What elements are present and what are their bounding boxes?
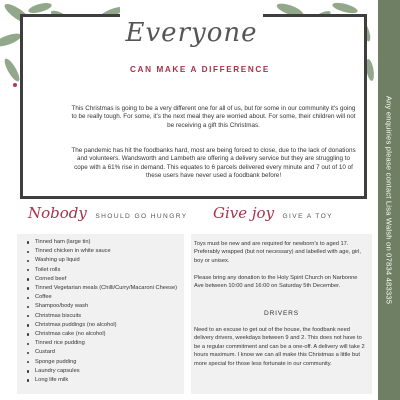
list-item: Washing up liquid xyxy=(27,256,177,265)
list-item: Toilet rolls xyxy=(27,266,177,275)
page-subtitle: CAN MAKE A DIFFERENCE xyxy=(130,65,270,74)
food-list xyxy=(27,238,177,385)
list-item: Shampoo/body wash xyxy=(27,302,177,311)
intro-paragraph-2: The pandemic has hit the foodbanks hard, most are being forced to close, due to the lack of donations and volunteers. Wandsworth and Lambeth are offering a delivery service but they are struggling to cope with a 61% rise in demand. This equates to 6 parcels delivered every minute and 7 out of 10 of these users have never used a foodbank before! xyxy=(71,147,356,179)
drivers-heading: DRIVERS xyxy=(264,310,299,317)
list-item: Sponge pudding xyxy=(27,358,177,367)
list-item: Laundry capsules xyxy=(27,367,177,376)
list-item: Coffee xyxy=(27,293,177,302)
contact-sidebar xyxy=(378,0,400,400)
toys-drivers-panel xyxy=(191,234,372,394)
list-item: Corned beef xyxy=(27,275,177,284)
nobody-caps-text: SHOULD GO HUNGRY xyxy=(95,213,188,220)
list-item: Tinned ham (large tin) xyxy=(27,238,177,247)
list-item: Christmas cake (no alcohol) xyxy=(27,330,177,339)
give-joy-heading xyxy=(213,204,333,222)
contact-text: Any enquiries please contact Lisa Walsh on 07834 483335 xyxy=(384,95,394,305)
list-item: Christmas biscuits xyxy=(27,312,177,321)
title-backdrop xyxy=(120,6,263,66)
list-item: Tinned chicken in white sauce xyxy=(27,247,177,256)
list-item: Christmas puddings (no alcohol) xyxy=(27,321,177,330)
list-item: Tinned Vegetarian meals (Chilli/Curry/Macaroni Cheese) xyxy=(27,284,177,293)
give-joy-script-word: Give joy xyxy=(213,204,275,222)
page-title: Everyone xyxy=(125,18,258,48)
donation-paragraph: Please bring any donation to the Holy Spirit Church on Narbonne Ave between 10:00 and 16:00 on Saturday 5th December. xyxy=(194,275,358,290)
nobody-script-word: Nobody xyxy=(28,204,87,222)
food-list-panel xyxy=(17,234,184,394)
intro-paragraph-1: This Christmas is going to be a very different one for all of us, but for some in our community it's going to be really tough. For some, it's the next meal they are worried about. For some, their children will not be receiving a gift this Christmas. xyxy=(71,105,356,129)
drivers-paragraph: Need to an excuse to get out of the house, the foodbank need delivery drivers, weekdays between 9 and 2. This does not have to be a regular commitment and can be a one-off. A delivery will take 2 hours maximum. I know we can all make this Christmas a little but more special for those less fortunate in our community. xyxy=(194,327,365,367)
list-item: Tinned rice pudding xyxy=(27,339,177,348)
nobody-heading xyxy=(28,204,188,222)
toys-paragraph: Toys must be new and are required for newborn's to aged 17. Preferably wrapped (but not necessary) and labelled with age, girl, boy or unisex. xyxy=(194,241,361,264)
list-item: Long life milk xyxy=(27,376,177,385)
list-item: Custard xyxy=(27,348,177,357)
give-joy-caps-text: GIVE A TOY xyxy=(282,213,333,220)
